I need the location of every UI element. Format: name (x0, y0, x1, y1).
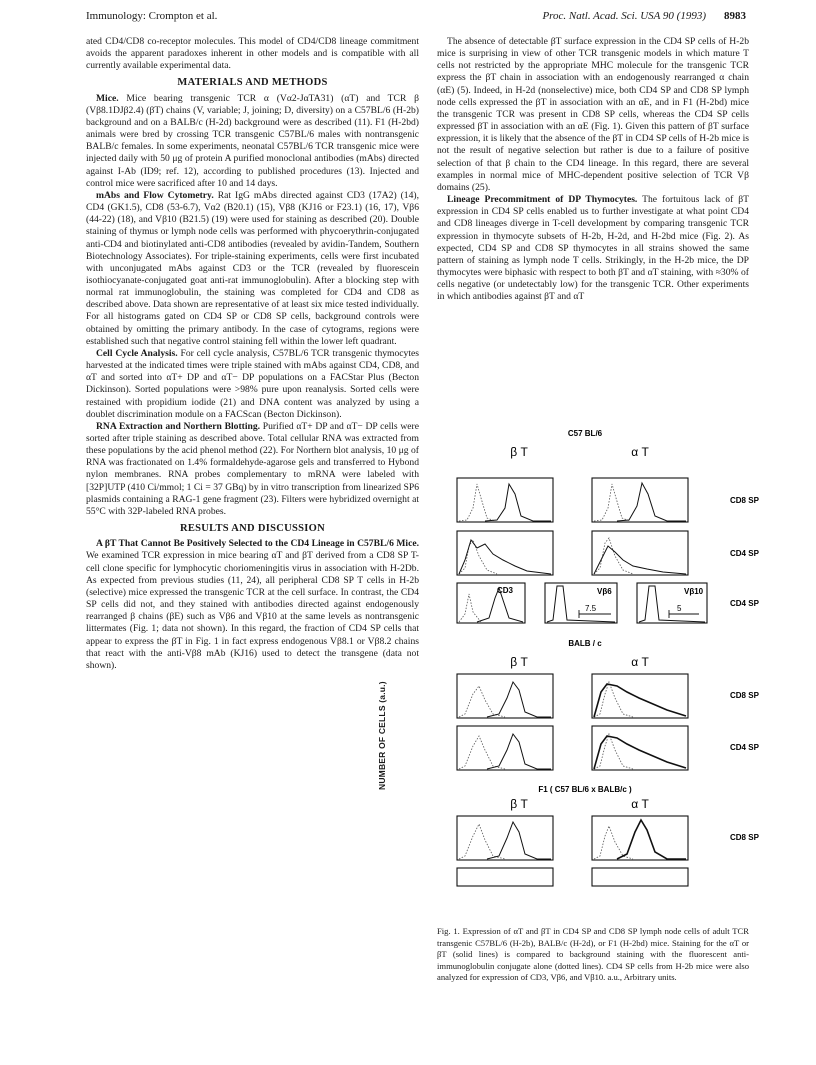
results-paragraph: A βT That Cannot Be Positively Selected to the CD4 Lineage in C57BL/6 Mice. We examined TCR expression in mice bearing αT and βT derived from a CD8 SP T-cell clone specific for lymphocytic choriomeningitis virus in association with H-2Db. As expected from previous studies (11, 24), all peripheral CD8 SP T cells in H-2b (selective) mice expressed the transgenic TCR at the cell surface. In contrast, the CD4 SP cells did not, and they stained with antibodies directed against endogenously rearranged β chains (βE) such as Vβ6 and Vβ10 at the same levels as nontransgenic littermates (Fig. 1; data not shown). In this regard, the fraction of CD4 SP cells that appear to express the βT in Fig. 1 in fact express endogenous Vβ8.1 or Vβ8.2 chains that react with the anti-Vβ8 mAb (KJ16) used to detect the transgene (data not shown). (86, 538, 419, 671)
journal-citation: Proc. Natl. Acad. Sci. USA 90 (1993) 8983 (542, 10, 746, 22)
histogram-f1-cd4-alpha (592, 868, 688, 886)
alpha-t-label: α T (631, 797, 649, 811)
mice-heading: Mice. (96, 92, 119, 104)
row-label-cd4: CD4 SP (730, 599, 759, 608)
vb10-value: 5 (677, 604, 682, 613)
intro-paragraph: ated CD4/CD8 co-receptor molecules. This model of CD4/CD8 lineage commitment avoids the apparent paradoxes inherent in other models and is compatible with all currently available experimental data. (86, 36, 419, 72)
histogram-balbc-cd8-alpha (592, 674, 688, 718)
row-label-cd4: CD4 SP (730, 549, 759, 558)
cell-cycle-paragraph: Cell Cycle Analysis. For cell cycle analysis, C57BL/6 TCR transgenic thymocytes harvested at the indicated times were triple stained with mAbs against CD4, CD8, and αT and sorted into αT+ DP and αT− DP populations on a FACStar Plus (Becton Dickinson). Sorted populations were >98% pure upon reanalysis. Sorted cells were restained with propidium iodide (21) and DNA content was analyzed by using a doublet discrimination module on a FACScan (Becton Dickinson). (86, 347, 420, 420)
panel-f1-title: F1 ( C57 BL/6 x BALB/c ) (538, 785, 632, 794)
histogram-c57-cd4-vb10 (637, 583, 707, 623)
results-heading: RESULTS AND DISCUSSION (179, 523, 326, 535)
histogram-c57-cd4-vb6 (545, 583, 617, 623)
figure-caption: Fig. 1. Expression of αT and βT in CD4 SP and CD8 SP lymph node cells of adult TCR transgenic C57BL/6 (H-2b), BALB/c (H-2d), or F1 (H-2bd) mice. Staining for the αT or βT (solid lines) is compared to background staining with the fluorescent anti-immunoglobulin conjugate alone (dotted lines). CD4 SP cells from H-2b mice were also analyzed for expression of CD3, Vβ6, and Vβ10. a.u., Arbitrary units. (437, 926, 749, 982)
left-column (86, 36, 419, 672)
cell-cycle-heading: Cell Cycle Analysis. (96, 347, 178, 359)
vb6-label: Vβ6 (597, 587, 612, 596)
histogram-balbc-cd8-beta (457, 674, 553, 718)
histogram-f1-cd4-beta (457, 868, 553, 886)
beta-t-label: β T (510, 797, 528, 811)
mabs-paragraph: mAbs and Flow Cytometry. Rat IgG mAbs directed against CD3 (17A2) (14), CD4 (GK1.5), CD8 (53-6.7), Vα2 (B20.1) (15), Vβ8 (KJ16 or F23.1) (16, 17), Vβ6 (44-22) (18), and Vβ10 (B21.5) (19) were used for staining as described (20). Double staining of thymus or lymph node cells was performed with phycoerythrin-conjugated anti-CD4 and biotinylated anti-CD8 antibodies (revealed by avidin-Tandem, Southern Biotechnology Associates). For triple-staining experiments, cells were first incubated with unconjugated mAbs against CD3 or the TCR (revealed by fluorescein isothiocyanate-conjugated goat anti-rat immunoglobulin). After a blocking step with normal rat immunoglobulin, the staining was completed for CD4 and CD8 as described above. Data shown are representative of at least six mice tested individually. For all histograms gated on CD4 SP or CD8 SP cells, background controls were obtained by omitting the primary antibody. In the case of cytograms, regions were established such that negative control staining fell within the lower left quadrant. (86, 189, 419, 347)
mabs-heading: mAbs and Flow Cytometry. (96, 189, 214, 201)
right-column (437, 36, 749, 303)
row-label-cd8: CD8 SP (730, 691, 759, 700)
histogram-f1-cd8-alpha (592, 816, 688, 860)
figure-histograms (437, 428, 777, 888)
cd3-label: CD3 (497, 586, 514, 595)
beta-t-label: β T (510, 445, 528, 459)
methods-heading: MATERIALS AND METHODS (177, 77, 328, 89)
rna-heading: RNA Extraction and Northern Blotting. (96, 420, 261, 432)
running-head: Immunology: Crompton et al. (86, 10, 218, 22)
histogram-c57-cd4-cd3 (457, 583, 525, 623)
rna-paragraph: RNA Extraction and Northern Blotting. Purified αT+ DP and αT− DP cells were sorted after triple staining as described above. Total cellular RNA was extracted from these populations by the acid phenol method (22). For Northern blot analysis, 10 μg of RNA was fractionated on 1.4% formaldehyde-agarose gels and transferred to Hybond nylon membranes. RNA probes complementary to mRNA were labeled with [32P]UTP (410 Ci/mmol; 1 Ci = 37 GBq) by in vitro transcription from linearized SP6 plasmids containing a RAG-1 gene fragment (23). Filters were hybridized overnight at 55°C with 32P-labeled RNA probes. (86, 420, 420, 517)
histogram-c57-cd4-alpha (592, 531, 688, 575)
figure-1 (437, 428, 777, 888)
vb6-value: 7.5 (585, 604, 597, 613)
histogram-c57-cd8-alpha (592, 478, 688, 522)
histogram-balbc-cd4-alpha (592, 726, 688, 770)
mice-paragraph: Mice. Mice bearing transgenic TCR α (Vα2-JαTA31) (αT) and TCR β (Vβ8.1DJβ2.4) (βT) chains (V, variable; J, joining; D, diversity) on a C57BL/6 (H-2b) background and on a BALB/c (H-2d) background were as described (11). F1 (H-2bd) animals were bred by crossing TCR transgenic C57BL/6 males with nontransgenic BALB/c females. In some experiments, neonatal C57BL/6 TCR transgenic mice were injected daily with 50 μg of protein A purified monoclonal antibodies (mAbs) directed against I-Ab (ID9; ref. 12), according to published procedures (13). Injected and control mice were sacrificed after 10 and 14 days. (86, 92, 419, 189)
panel-balbc-title: BALB / c (568, 639, 602, 648)
beta-t-label: β T (510, 655, 528, 669)
page-number: 8983 (724, 10, 746, 22)
vb10-label: Vβ10 (684, 587, 704, 596)
histogram-balbc-cd4-beta (457, 726, 553, 770)
page-header (86, 10, 746, 26)
alpha-t-label: α T (631, 445, 649, 459)
lineage-heading: Lineage Precommitment of DP Thymocytes. (447, 194, 638, 206)
panel-c57-title: C57 BL/6 (567, 429, 603, 438)
row-label-cd4: CD4 SP (730, 743, 759, 752)
histogram-f1-cd8-beta (457, 816, 553, 860)
row-label-cd8: CD8 SP (730, 833, 759, 842)
row-label-cd8: CD8 SP (730, 496, 759, 505)
y-axis-label: NUMBER OF CELLS (a.u.) (377, 681, 387, 790)
alpha-t-label: α T (631, 655, 649, 669)
lineage-paragraph: Lineage Precommitment of DP Thymocytes. The fortuitous lack of βT expression in CD4 SP cells enabled us to further investigate at what point CD4 and CD8 lineages diverge in T-cell development by comparing transgenic TCR expression in thymocyte subsets of H-2b, H-2d, and H-2bd mice (Fig. 2). As expected, CD4 SP and CD8 SP thymocytes in all strains showed the same pattern of staining as lymph node T cells. Strikingly, in the H-2b mice, the DP thymocytes were biphasic with respect to both βT and αT staining, with ≈30% of cells negative (or undetectably low) for the transgenic TCR. Other experiments in which antibodies against βT and αT (437, 194, 749, 303)
histogram-c57-cd4-beta (457, 531, 553, 575)
results-subheading: A βT That Cannot Be Positively Selected to the CD4 Lineage in C57BL/6 Mice. (96, 538, 419, 550)
discussion-paragraph: The absence of detectable βT surface expression in the CD4 SP cells of H-2b mice is surprising in view of other TCR transgenic models in which mature T cells not restricted by the appropriate MHC molecule for the transgenic TCR express the βT chain in association with an endogenously rearranged α chain (αE) (5). Indeed, in H-2d (nonselective) mice, both CD4 SP and CD8 SP lymph node cells expressed the βT in association with an αE, and in F1 (H-2bd) mice the transgenic TCR was present in CD8 SP cells, whereas the CD4 SP cells expressed βT in association with an αE (Fig. 1). Given this pattern of βT surface expression, it is likely that the absence of the βT in CD4 SP cells of H-2b mice is not the result of negative selection but rather is due to a failure of positive selection of that β chain to the CD4 lineage. In this regard, there are several examples in normal mice of MHC-dependent positive selection of TCR Vβ domains (25). (437, 36, 749, 193)
histogram-c57-cd8-beta (457, 478, 553, 522)
